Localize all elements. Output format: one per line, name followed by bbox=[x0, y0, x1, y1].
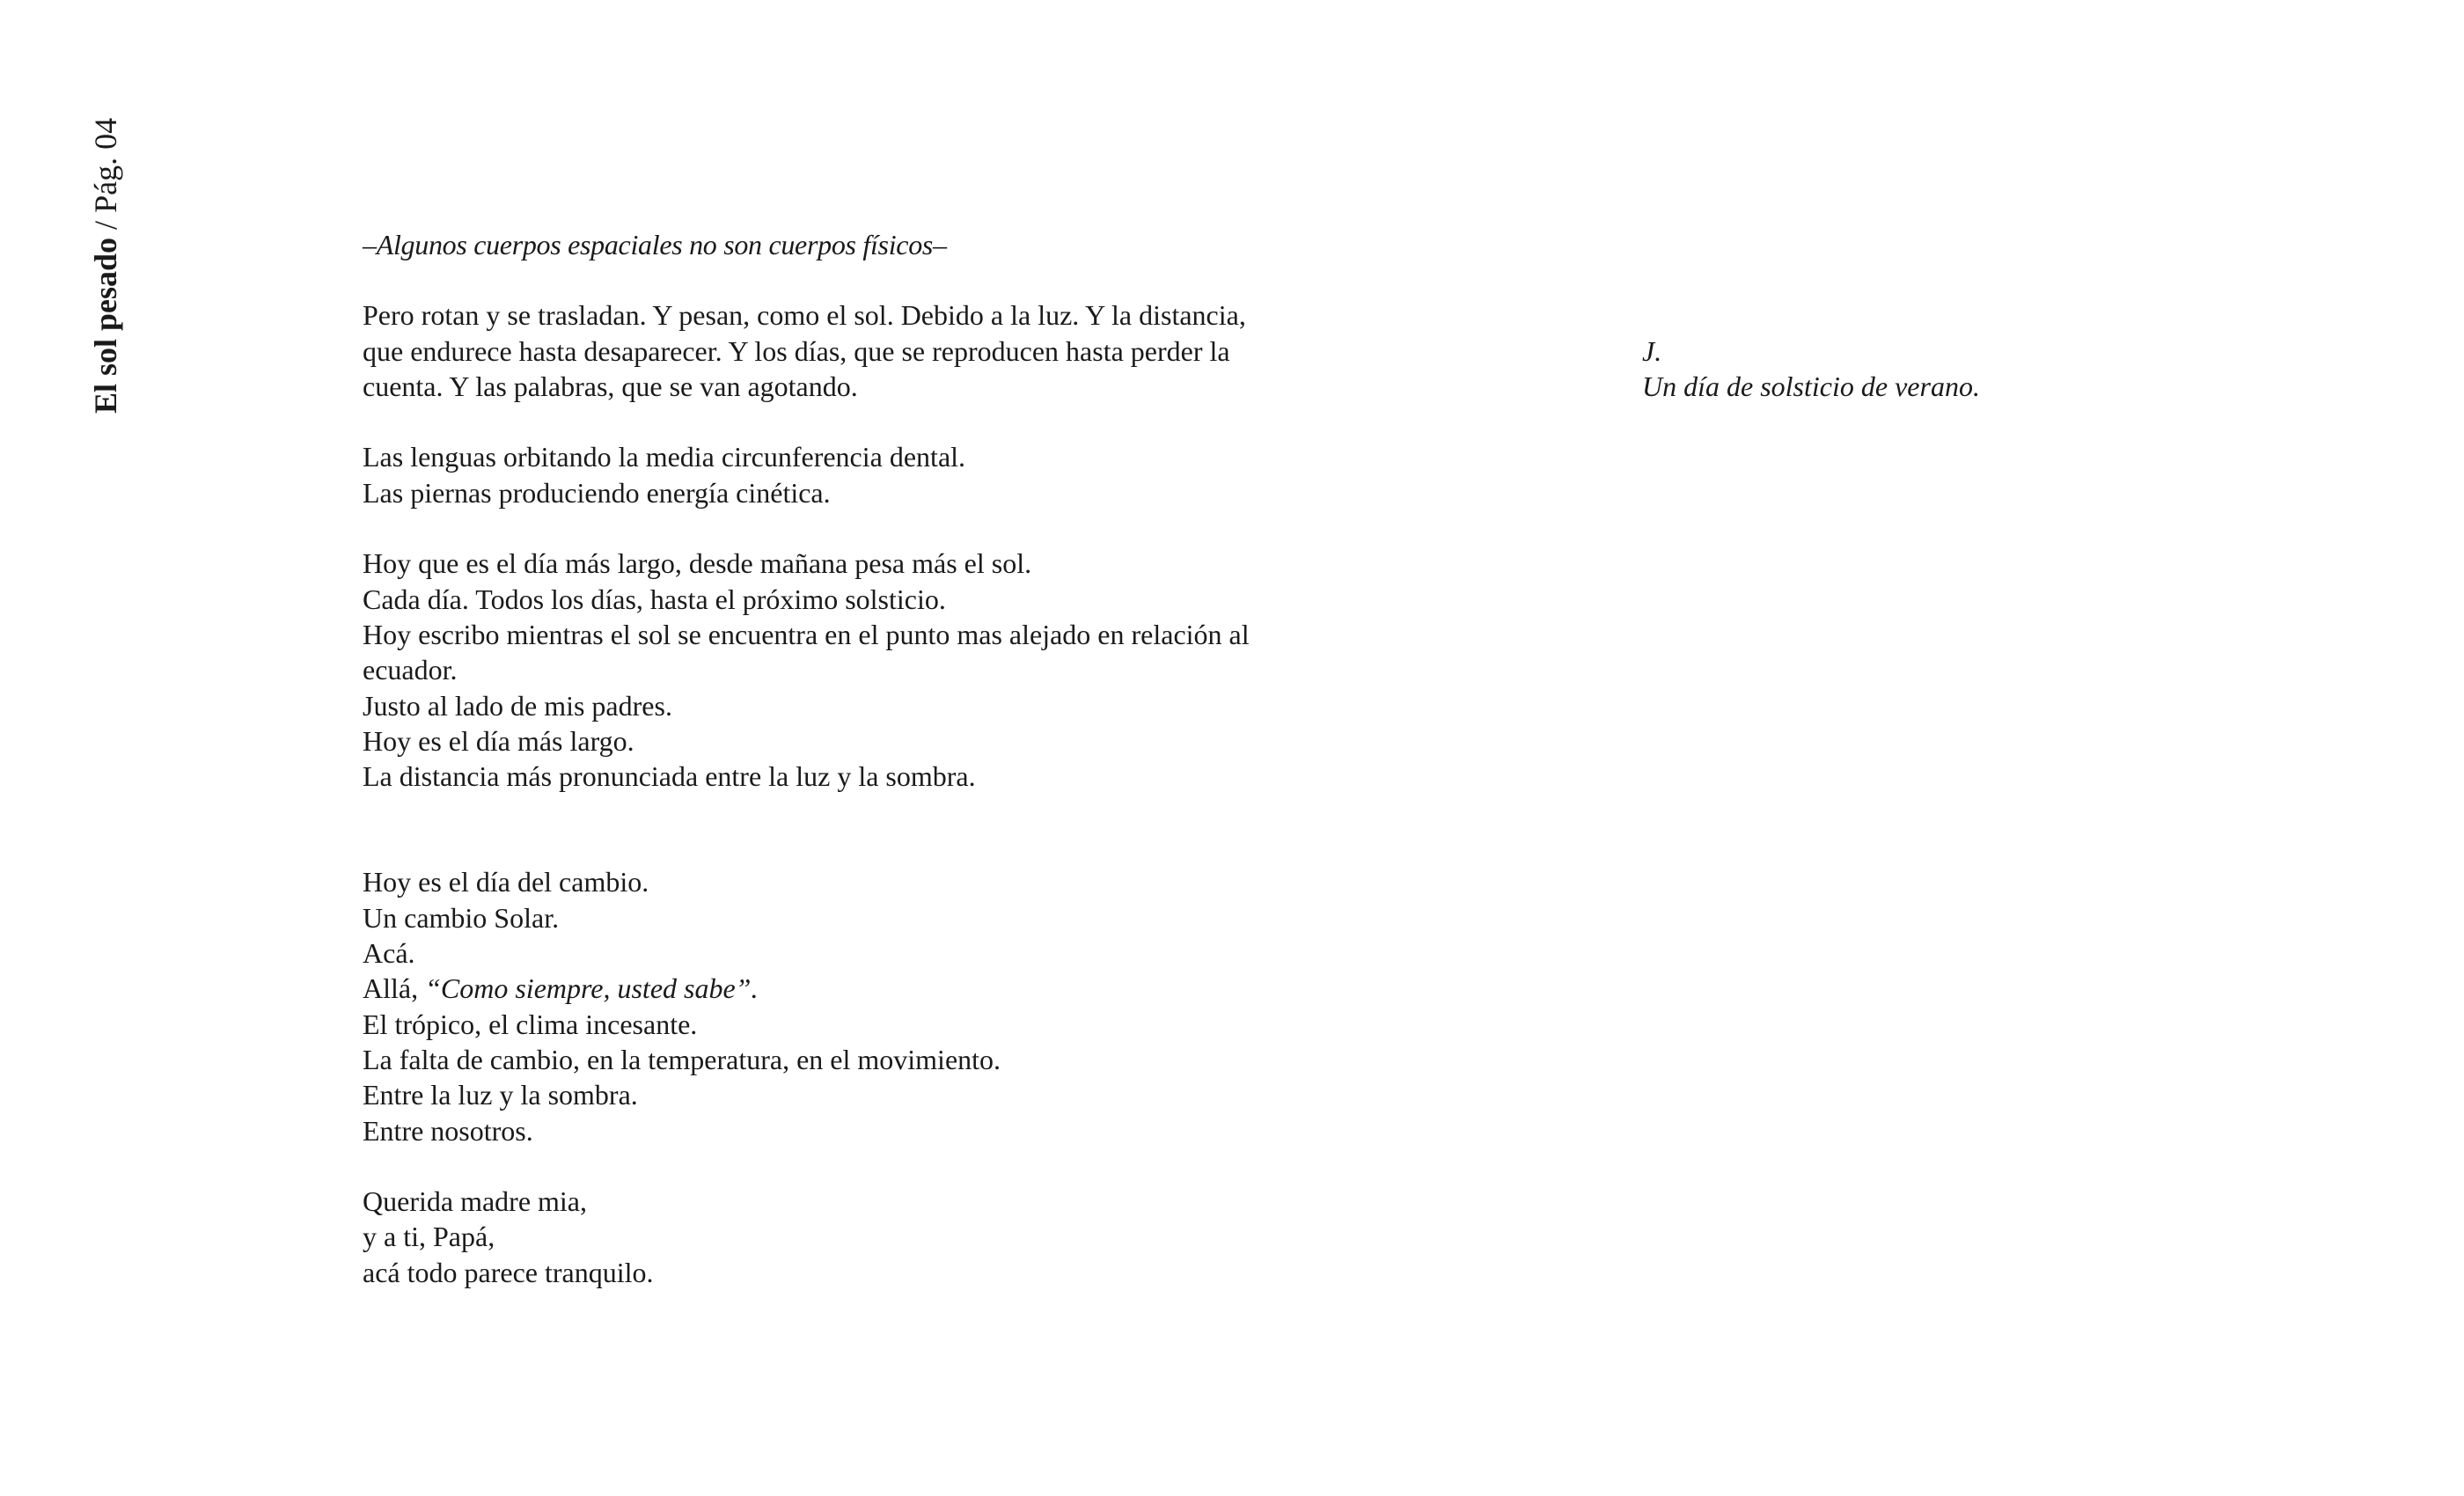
signature-note: Un día de solsticio de verano. bbox=[1642, 370, 1980, 403]
verse-line-with-quote bbox=[363, 971, 1313, 1006]
stanza-4 bbox=[363, 864, 1313, 1148]
verse-line: Hoy que es el día más largo, desde mañana pesa más el sol. bbox=[363, 547, 1032, 580]
verse-line: Entre nosotros. bbox=[363, 1114, 533, 1147]
epigraph: –Algunos cuerpos espaciales no son cuerpos físicos– bbox=[363, 229, 947, 260]
verse-line: La falta de cambio, en la temperatura, en el movimiento. bbox=[363, 1043, 1001, 1075]
verse-line: Cada día. Todos los días, hasta el próximo solsticio. bbox=[363, 583, 946, 615]
header-separator: / bbox=[88, 212, 123, 238]
verse-line: Hoy escribo mientras el sol se encuentra en el punto mas alejado en relación al bbox=[363, 618, 1250, 650]
verse-line: acá todo parece tranquilo. bbox=[363, 1256, 654, 1288]
running-header bbox=[88, 118, 123, 414]
verse-line: ecuador. bbox=[363, 654, 458, 686]
paragraph-text: Pero rotan y se trasladan. Y pesan, como el sol. Debido a la luz. Y la distancia, que endurece hasta desaparecer. Y los días, que se reproducen hasta perder la cuenta. Y las palabras, que se van agotando. bbox=[363, 299, 1246, 402]
stanza-3 bbox=[363, 546, 1313, 794]
verse-line: Acá. bbox=[363, 937, 415, 970]
verse-line: y a ti, Papá, bbox=[363, 1221, 495, 1253]
verse-line: Un cambio Solar. bbox=[363, 901, 560, 934]
verse-prefix: Allá, bbox=[363, 972, 426, 1005]
verse-line: Querida madre mia, bbox=[363, 1185, 587, 1218]
verse-line: Las piernas produciendo energía cinética. bbox=[363, 476, 831, 509]
verse-line: El trópico, el clima incesante. bbox=[363, 1008, 698, 1040]
page-number: Pág. 04 bbox=[88, 117, 123, 213]
verse-line: Justo al lado de mis padres. bbox=[363, 689, 672, 722]
quoted-phrase: “Como siempre, usted sabe”. bbox=[425, 972, 759, 1005]
verse-line: Entre la luz y la sombra. bbox=[363, 1079, 638, 1111]
verse-line: La distancia más pronunciada entre la luz y la sombra. bbox=[363, 760, 976, 793]
verse-line: Las lenguas orbitando la media circunferencia dental. bbox=[363, 441, 966, 473]
verse-line: Hoy es el día más largo. bbox=[363, 724, 634, 757]
stanza-2 bbox=[363, 439, 1313, 510]
signature-initial: J. bbox=[1642, 335, 1662, 367]
signature-block bbox=[1642, 334, 1980, 405]
verse-line: Hoy es el día del cambio. bbox=[363, 866, 649, 898]
document-title: El sol pesado bbox=[88, 237, 123, 414]
poem-body bbox=[363, 227, 1313, 1325]
opening-paragraph bbox=[363, 297, 1313, 404]
stanza-5 bbox=[363, 1184, 1313, 1290]
